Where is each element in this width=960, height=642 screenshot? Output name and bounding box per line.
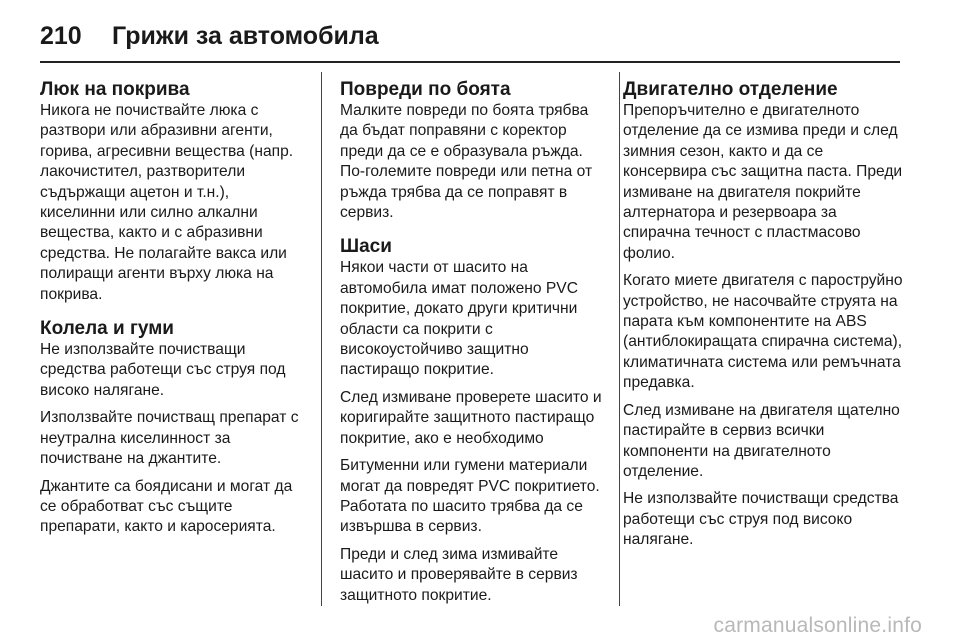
paragraph: Малките повреди по боята трябва да бъдат поправяни с коректор преди да се е образувала ръжда. По-големите повреди или петна от ръжда трябва да се поправят в сервиз.	[340, 102, 593, 222]
paragraph: Преди и след зима измивайте шасито и проверявайте в сервиз защитното покритие.	[340, 545, 578, 604]
section-sunroof	[40, 78, 306, 305]
paragraph: Не използвайте почистващи средства работещи със струя под високо налягане.	[40, 341, 286, 399]
page-header	[40, 14, 900, 58]
column-divider	[619, 72, 620, 606]
chapter-title: Грижи за автомобила	[112, 21, 379, 50]
section-underbody	[340, 235, 606, 606]
column-2	[340, 78, 606, 618]
section-wheels-tyres	[40, 317, 306, 538]
section-heading: Люк на покрива	[40, 79, 190, 100]
paragraph: След измиване проверете шасито и коригирайте защитното пастиращо покритие, ако е необходимо	[340, 388, 602, 447]
paragraph: Когато миете двигателя с пароструйно устройство, не насочвайте струята на парата към компонентите на ABS (антиблокиращата спирачна система), климатичната система или ремъчната предавка.	[623, 272, 903, 392]
header-rule	[40, 61, 900, 63]
paragraph: Препоръчително е двигателното отделение да се измива преди и след зимния сезон, както и да се консервира със защитна паста. Преди измиване на двигателя покрийте алтернатора и резервоара за спирачна течност с пластмасово фолио.	[623, 102, 903, 262]
section-heading: Колела и гуми	[40, 318, 174, 340]
column-3	[623, 78, 903, 563]
page-number: 210	[40, 21, 82, 50]
section-paint-damage	[340, 78, 606, 223]
section-heading: Шаси	[340, 236, 392, 258]
paragraph: След измиване на двигателя щателно пастирайте в сервиз всички компоненти на двигателното отделение.	[623, 401, 900, 480]
section-engine-compartment	[623, 78, 903, 551]
section-heading: Двигателно отделение	[623, 79, 838, 100]
section-heading: Повреди по боята	[340, 79, 511, 100]
column-1	[40, 78, 306, 550]
paragraph: Битуменни или гумени материали могат да повредят PVC покритието. Работата по шасито трябва да се извършва в сервиз.	[340, 457, 600, 536]
paragraph: Не използвайте почистващи средства работещи със струя под високо налягане.	[623, 490, 899, 549]
paragraph: Някои части от шасито на автомобила имат положено PVC покритие, докато други критични области са покрити с високоустойчиво защитно пастиращо покритие.	[340, 259, 578, 379]
paragraph: Джантите са боядисани и могат да се обработват със същите препарати, както и каросерията.	[40, 477, 293, 536]
paragraph: Никога не почиствайте люка с разтвори или абразивни агенти, горива, агресивни вещества (напр. лакочистител, разтворители съдържащи ацетон и т.н.), киселинни или силно алкални вещества, както и с абразивни средства. Не полагайте вакса или полиращи агенти върху люка на покрива.	[40, 102, 294, 303]
paragraph: Използвайте почистващ препарат с неутрална киселинност за почистване на джантите.	[40, 409, 299, 468]
watermark: carmanualsonline.info	[713, 614, 922, 637]
column-divider	[321, 72, 322, 606]
